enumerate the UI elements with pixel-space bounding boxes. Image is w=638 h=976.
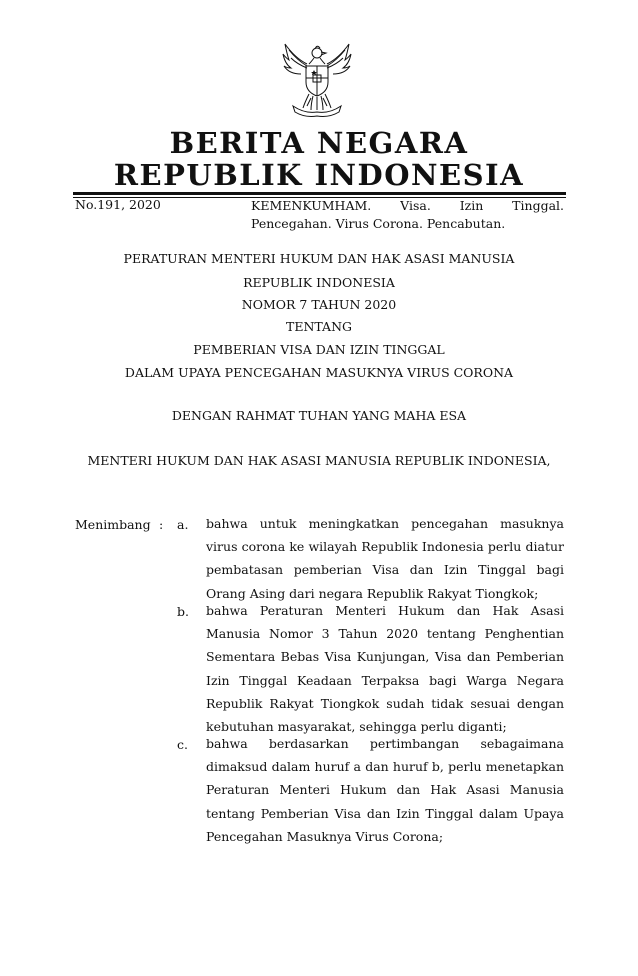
consideration-text-b: bahwa Peraturan Menteri Hukum dan Hak Asasi Manusia Nomor 3 Tahun 2020 tentang Penghentian Sementara Bebas Visa Kunjungan, Visa dan Pemberian Izin Tinggal Keadaan Terpaksa bagi Warga Negara Republik Rakyat Tiongkok sudah tidak sesuai dengan kebutuhan masyarakat, sehingga perlu diganti; (206, 603, 564, 735)
issuer-line: MENTERI HUKUM DAN HAK ASASI MANUSIA REPUBLIK INDONESIA, (87, 453, 551, 468)
consideration-text-a: bahwa untuk meningkatkan pencegahan masuknya virus corona ke wilayah Republik Indonesia perlu diatur pembatasan pemberian Visa dan Izin Tinggal bagi Orang Asing dari negara Republik Rakyat Tiongkok; (206, 516, 564, 601)
considering-colon: : (159, 517, 164, 532)
masthead-rule (73, 192, 566, 195)
masthead-title: BERITA NEGARA (169, 126, 469, 160)
considering-label: Menimbang (75, 517, 151, 532)
invocation: DENGAN RAHMAT TUHAN YANG MAHA ESA (171, 408, 467, 423)
regulation-subject-line-2: DALAM UPAYA PENCEGAHAN MASUKNYA VIRUS CORONA (124, 365, 514, 380)
masthead-subtitle: REPUBLIK INDONESIA (113, 158, 525, 192)
garuda-emblem-icon (277, 40, 357, 120)
regulation-about-label: TENTANG (285, 319, 352, 334)
gazette-subject: KEMENKUMHAM. Visa. Izin Tinggal. Pencegahan. Virus Corona. Pencabutan. (251, 198, 564, 231)
regulation-title-line-1: PERATURAN MENTERI HUKUM DAN HAK ASASI MANUSIA (123, 251, 515, 266)
consideration-letter-b: b. (177, 604, 189, 619)
regulation-number: NOMOR 7 TAHUN 2020 (241, 297, 397, 312)
consideration-letter-a: a. (177, 517, 189, 532)
consideration-text-c: bahwa berdasarkan pertimbangan sebagaimana dimaksud dalam huruf a dan huruf b, perlu menetapkan Peraturan Menteri Hukum dan Hak Asasi Manusia tentang Pemberian Visa dan Izin Tinggal dalam Upaya Pencegahan Masuknya Virus Corona; (206, 736, 564, 844)
gazette-number: No.191, 2020 (75, 197, 161, 212)
regulation-title-line-2: REPUBLIK INDONESIA (243, 275, 395, 290)
regulation-subject-line-1: PEMBERIAN VISA DAN IZIN TINGGAL (193, 342, 445, 357)
consideration-letter-c: c. (177, 737, 188, 752)
